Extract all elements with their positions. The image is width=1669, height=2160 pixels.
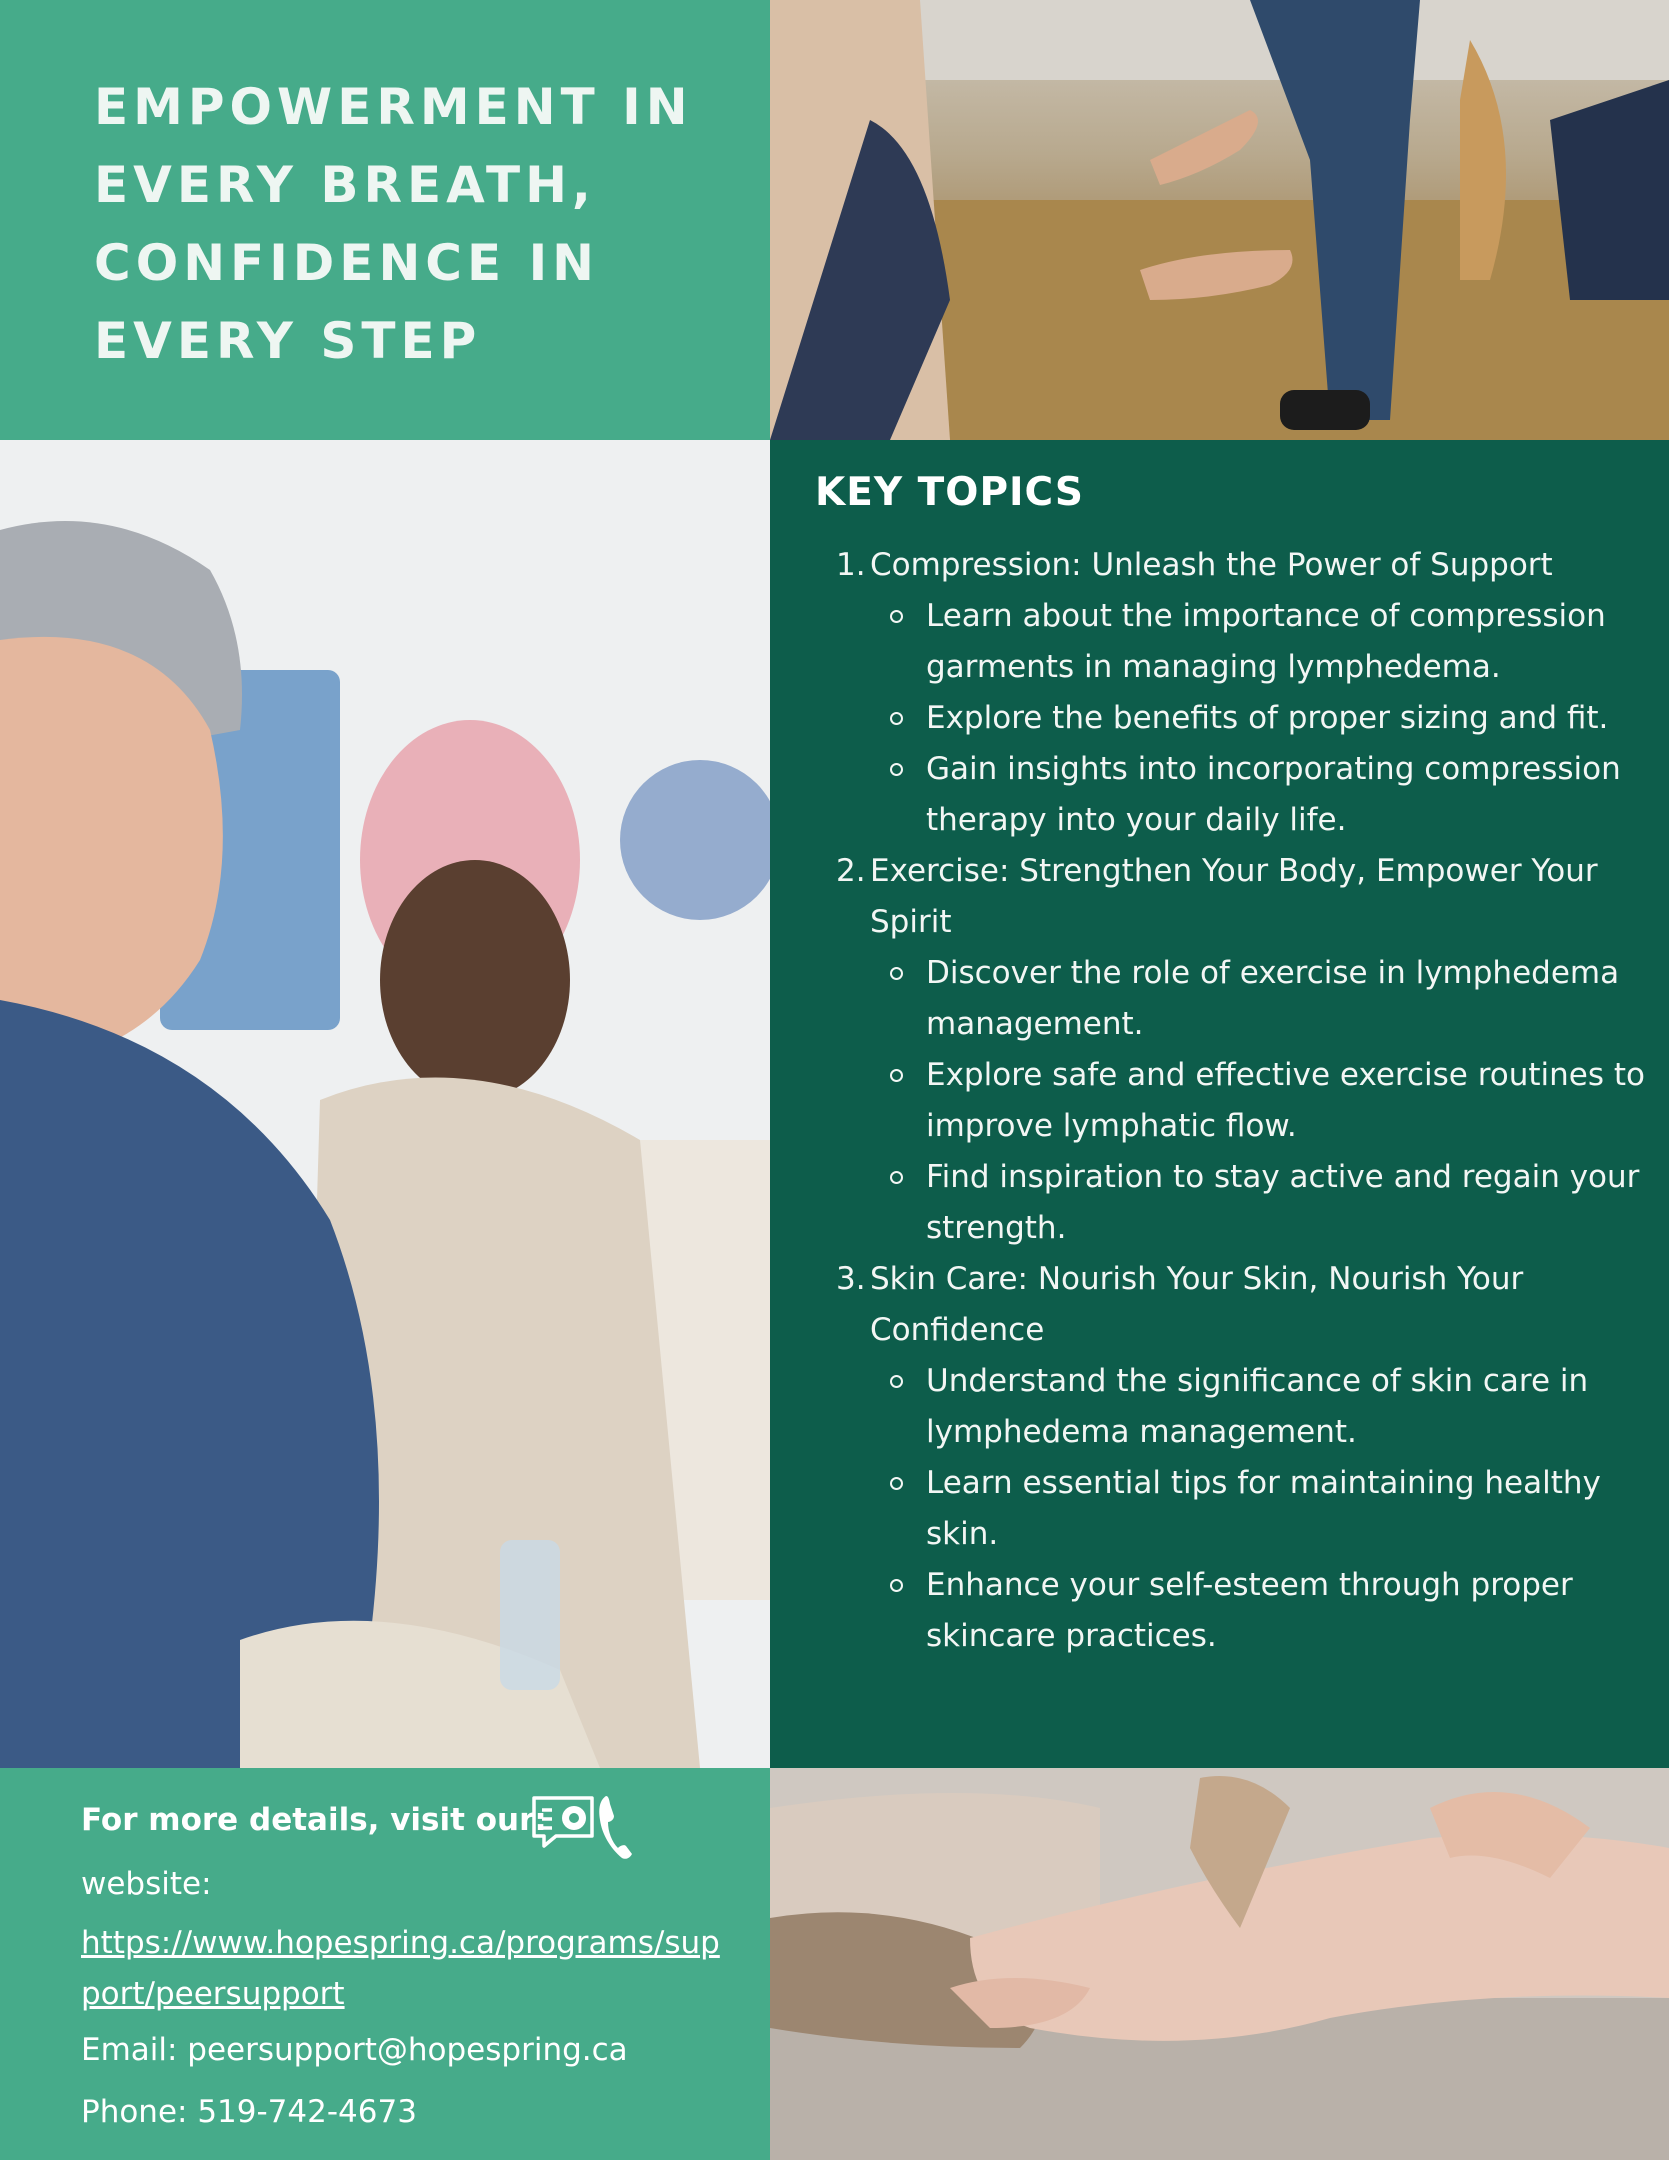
support-group-hands-illustration [770,0,1669,440]
email-contact[interactable]: Email: peersupport@hopespring.ca [81,2032,628,2068]
bullet-text: Learn about the importance of compression garments in managing lymphedema. [926,598,1606,685]
list-item [870,744,1649,846]
list-item [870,1458,1649,1560]
topic-number: 3. [836,1261,866,1297]
key-topics-list [770,540,1669,1662]
key-topics-heading: KEY TOPICS [815,470,1084,515]
bullet-text: Find inspiration to stay active and regain your strength. [926,1159,1640,1246]
topic-bullets [870,591,1649,846]
topic-number: 2. [836,853,866,889]
list-item [870,948,1649,1050]
bullet-text: Enhance your self-esteem through proper skincare practices. [926,1567,1573,1654]
bullet-text: Explore the benefits of proper sizing and fit. [926,700,1609,736]
list-item [870,693,1649,744]
topic-compression [770,540,1669,846]
key-topics-panel [770,440,1669,1768]
list-item [870,1152,1649,1254]
bullet-icon [890,1069,903,1082]
list-item [870,1050,1649,1152]
list-item [870,1356,1649,1458]
bullet-text: Learn essential tips for maintaining healthy skin. [926,1465,1601,1552]
website-label: website: [81,1866,212,1902]
page-title: EMPOWERMENT IN EVERY BREATH, CONFIDENCE IN EVERY STEP [94,78,693,370]
bullet-icon [890,763,903,776]
patient-illustration [0,440,770,1768]
bullet-text: Understand the significance of skin care in lymphedema management. [926,1363,1589,1450]
topic-bullets [870,948,1649,1254]
leg-illustration [770,1768,1669,2160]
topic-exercise [770,846,1669,1254]
bullet-text: Gain insights into incorporating compression therapy into your daily life. [926,751,1621,838]
topic-skin-care [770,1254,1669,1662]
bullet-icon [890,1375,903,1388]
list-item [870,591,1649,693]
topic-label: Exercise: Strengthen Your Body, Empower Your Spirit [870,853,1598,940]
phone-contact[interactable]: Phone: 519-742-4673 [81,2094,417,2130]
topic-bullets [870,1356,1649,1662]
list-item [870,1560,1649,1662]
website-link[interactable]: https://www.hopespring.ca/programs/support/peersupport [81,1925,720,2012]
topic-label: Skin Care: Nourish Your Skin, Nourish Your Confidence [870,1261,1524,1348]
leg-bandage-photo [770,1768,1669,2160]
bullet-icon [890,967,903,980]
contact-panel [0,1768,770,2160]
bullet-icon [890,712,903,725]
contact-heading: For more details, visit our: [81,1802,547,1838]
title-panel [0,0,770,440]
bullet-icon [890,610,903,623]
patient-portrait-photo [0,440,770,1768]
bullet-icon [890,1171,903,1184]
bullet-icon [890,1579,903,1592]
bullet-text: Explore safe and effective exercise routines to improve lymphatic flow. [926,1057,1646,1144]
topic-number: 1. [836,547,866,583]
email-phone-icon [530,1790,636,1866]
topic-label: Compression: Unleash the Power of Support [870,547,1553,583]
bullet-icon [890,1477,903,1490]
support-group-hands-photo [770,0,1669,440]
bullet-text: Discover the role of exercise in lymphedema management. [926,955,1620,1042]
